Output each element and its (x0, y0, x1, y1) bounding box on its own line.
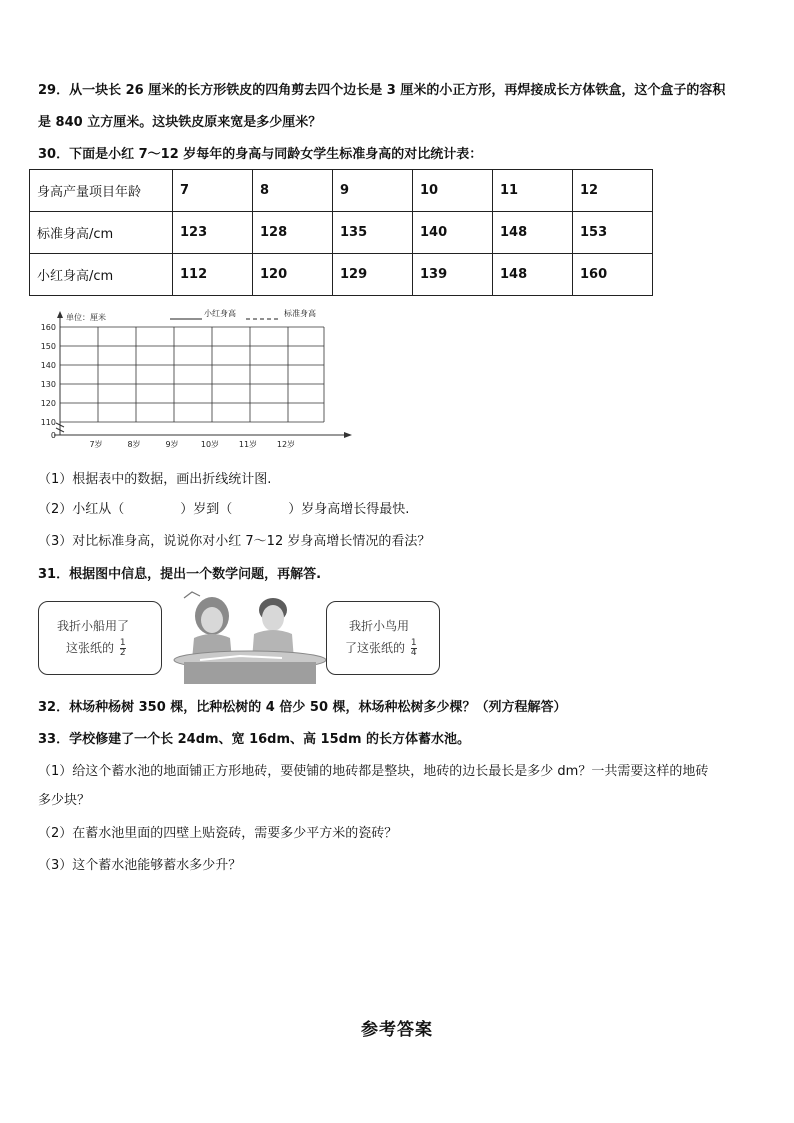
q33-sub1-line1: （1）给这个蓄水池的地面铺正方形地砖，要使铺的地砖都是整块，地砖的边长最长是多少 dm？一共需要这样的地砖 (38, 764, 709, 779)
table-header-row (30, 170, 653, 212)
pointer-line (184, 592, 200, 598)
fraction-numerator: 1 (410, 638, 417, 648)
x-tick-label: 7岁 (89, 440, 103, 449)
legend-label: 标准身高 (284, 309, 316, 318)
table-cell: 标准身高/cm (30, 212, 173, 254)
q32-text: 32．林场种杨树 350 棵，比种松树的 4 倍少 50 棵，林场种松树多少棵？（列方程解答） (38, 700, 567, 715)
q30-sub2-part-b: ）岁到（ (180, 502, 233, 517)
table-cell: 128 (253, 212, 333, 254)
girl-face (201, 607, 223, 633)
x-tick-label: 9岁 (165, 440, 179, 449)
fraction-denominator: 4 (410, 648, 417, 658)
y-tick-label: 130 (40, 380, 56, 389)
x-axis-arrow (344, 432, 352, 438)
table-row (30, 212, 653, 254)
q30-sub3: （3）对比标准身高，说说你对小红 7～12 岁身高增长情况的看法？ (38, 534, 431, 549)
x-tick-label: 10岁 (200, 440, 220, 449)
fraction-one-half (120, 639, 126, 658)
unit-label: 单位：厘米 (66, 313, 106, 322)
x-tick-label: 8岁 (127, 440, 141, 449)
q30-sub1: （1）根据表中的数据，画出折线统计图. (38, 472, 272, 487)
height-table (29, 169, 653, 296)
right-bubble-line2 (345, 638, 417, 658)
answers-title: 参考答案 (361, 1020, 433, 1040)
table-cell: 12 (573, 170, 653, 212)
fraction-numerator: 1 (119, 638, 126, 648)
q30-sub2 (38, 501, 409, 519)
table-cell: 148 (493, 212, 573, 254)
table-cell: 11 (493, 170, 573, 212)
height-line-chart[interactable] (30, 303, 360, 453)
y-tick-label: 160 (40, 323, 56, 332)
y-tick-label: 150 (40, 342, 56, 351)
table-cell: 135 (333, 212, 413, 254)
y-tick-label: 140 (40, 361, 56, 370)
table-cell: 7 (173, 170, 253, 212)
y-tick-label: 120 (40, 399, 56, 408)
q33-text: 33．学校修建了一个长 24dm、宽 16dm、高 15dm 的长方体蓄水池。 (38, 732, 471, 747)
left-bubble-line2 (66, 638, 126, 658)
q30-intro: 30．下面是小红 7～12 岁每年的身高与同龄女学生标准身高的对比统计表： (38, 147, 483, 162)
table-cell: 10 (413, 170, 493, 212)
y-axis-arrow (57, 311, 63, 318)
table-cell: 140 (413, 212, 493, 254)
x-tick-label: 12岁 (276, 440, 296, 449)
q29-line2: 是 840 立方厘米。这块铁皮原来宽是多少厘米？ (38, 115, 322, 130)
table-cell: 112 (173, 254, 253, 296)
right-speech-bubble (326, 601, 440, 675)
q31-text: 31．根据图中信息，提出一个数学问题，再解答. (38, 567, 322, 582)
legend-label: 小红身高 (204, 309, 236, 318)
table-body (184, 662, 316, 684)
table-cell: 8 (253, 170, 333, 212)
boy-face (262, 605, 284, 631)
table-cell: 小红身高/cm (30, 254, 173, 296)
y-tick-label: 0 (50, 431, 56, 440)
q33-sub1-line2: 多少块？ (38, 793, 91, 808)
q33-sub3: （3）这个蓄水池能够蓄水多少升？ (38, 858, 242, 873)
left-speech-bubble (38, 601, 162, 675)
table-cell: 129 (333, 254, 413, 296)
table-cell: 123 (173, 212, 253, 254)
left-bubble-line1: 我折小船用了 (57, 619, 130, 633)
right-bubble-text: 了这张纸的 (345, 641, 406, 655)
fraction-denominator: 2 (119, 648, 126, 658)
table-cell: 120 (253, 254, 333, 296)
y-tick-label: 110 (40, 418, 56, 427)
q33-sub2: （2）在蓄水池里面的四壁上贴瓷砖，需要多少平方米的瓷砖？ (38, 826, 398, 841)
right-bubble-line1: 我折小鸟用 (349, 619, 410, 633)
table-cell: 身高产量项目年龄 (30, 170, 173, 212)
table-cell: 160 (573, 254, 653, 296)
x-tick-label: 11岁 (238, 440, 258, 449)
table-cell: 139 (413, 254, 493, 296)
table-cell: 148 (493, 254, 573, 296)
left-bubble-text: 这张纸的 (66, 641, 115, 655)
q30-sub2-part-a: （2）小红从（ (38, 502, 125, 517)
table-cell: 153 (573, 212, 653, 254)
table-row (30, 254, 653, 296)
fraction-one-quarter (411, 639, 417, 658)
q30-sub2-part-c: ）岁身高增长得最快. (288, 502, 410, 517)
table-cell: 9 (333, 170, 413, 212)
children-illustration (170, 590, 328, 686)
q29-line1: 29．从一块长 26 厘米的长方形铁皮的四角剪去四个边长是 3 厘米的小正方形，再焊接成长方体铁盒，这个盒子的容积 (38, 83, 726, 98)
